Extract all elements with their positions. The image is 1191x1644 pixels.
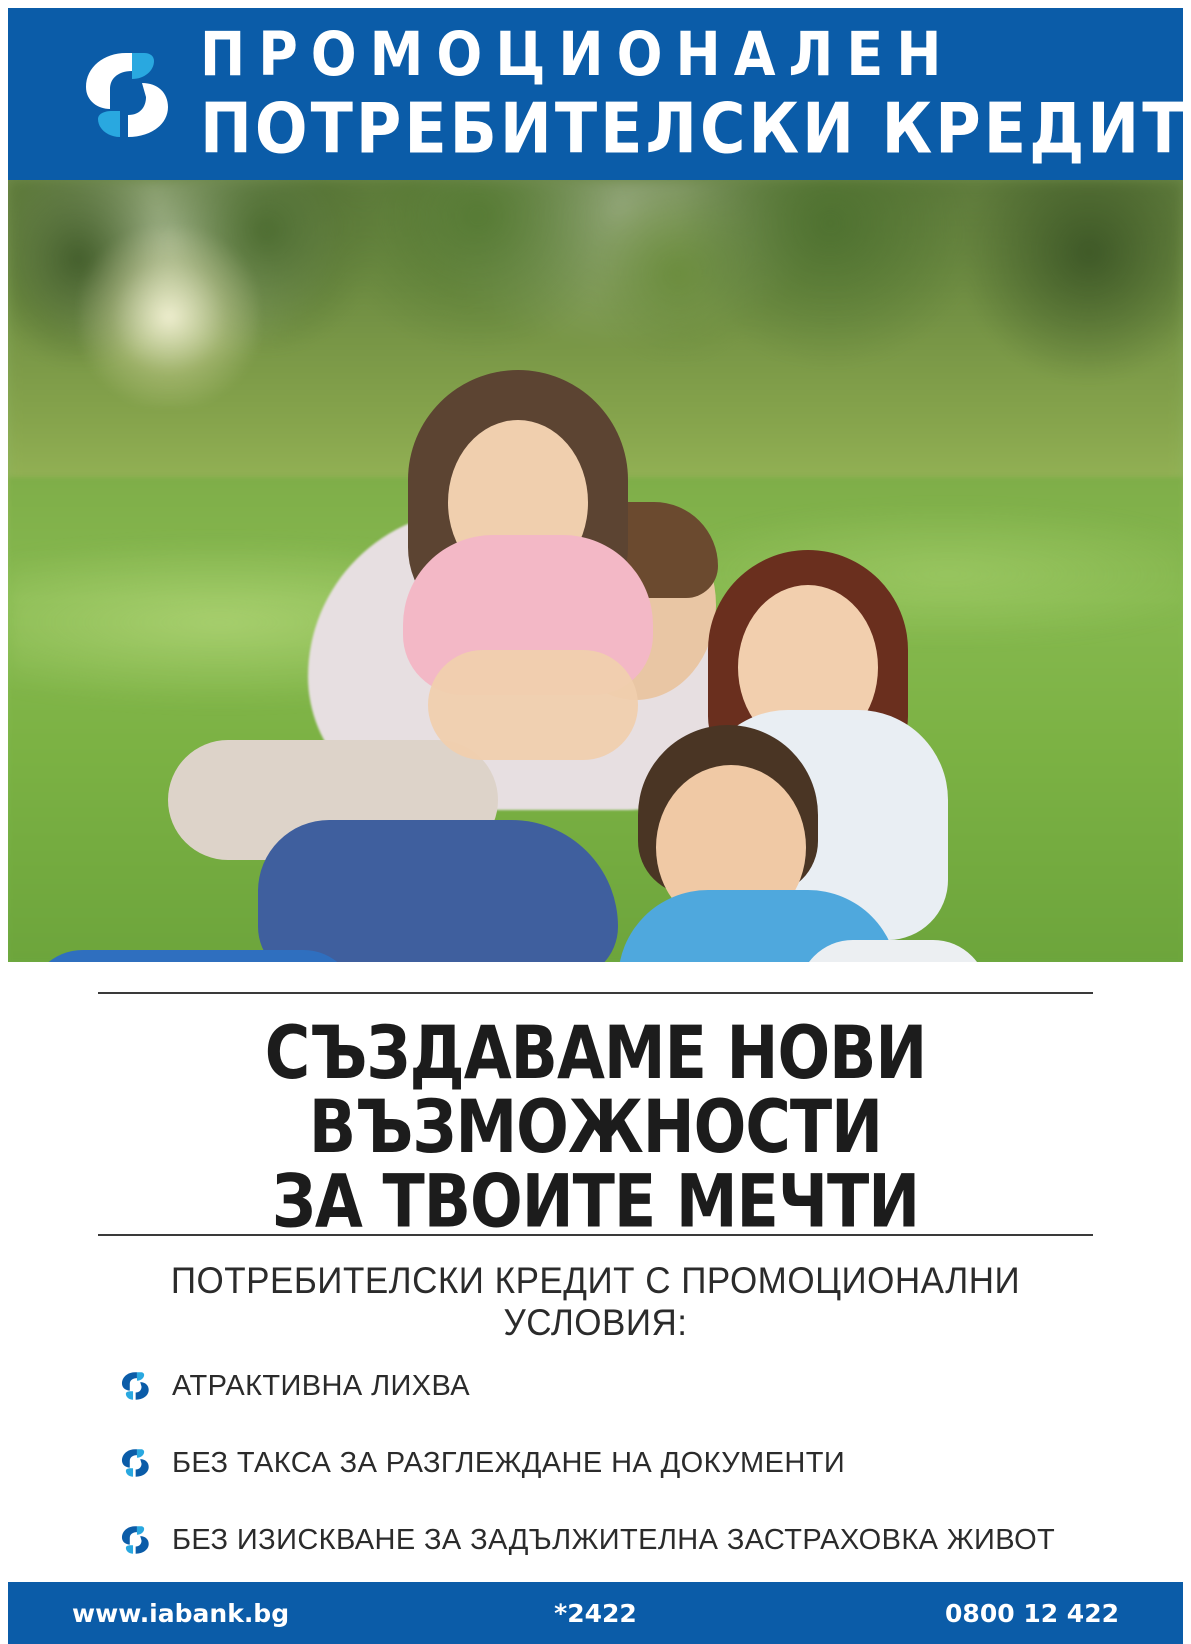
ia-bank-bullet-icon <box>120 1371 150 1401</box>
poster-footer <box>8 1582 1183 1644</box>
list-item <box>120 1370 1093 1403</box>
hero-family-group <box>8 180 1183 962</box>
ia-bank-logo-icon <box>80 49 172 141</box>
header-title-line-1: ПРОМОЦИОНАЛЕН <box>200 19 955 90</box>
benefit-label: АТРАКТИВНА ЛИХВА <box>172 1369 471 1402</box>
page-headline <box>98 994 1093 1256</box>
mother-leg <box>28 950 358 962</box>
footer-phone[interactable]: 0800 12 422 <box>945 1598 1119 1628</box>
father-legs <box>258 820 618 962</box>
list-item <box>120 1447 1093 1480</box>
daughter-arm <box>428 650 638 760</box>
header-titles <box>200 19 1188 170</box>
list-item <box>120 1524 1093 1557</box>
ia-bank-bullet-icon <box>120 1525 150 1555</box>
ia-bank-bullet-icon <box>120 1448 150 1478</box>
footer-website[interactable]: www.iabank.bg <box>72 1598 290 1628</box>
poster-body <box>8 962 1183 1557</box>
header-title-line-2: ПОТРЕБИТЕЛСКИ КРЕДИТ <box>200 87 1188 170</box>
headline-line-1: СЪЗДАВАМЕ НОВИ ВЪЗМОЖНОСТИ <box>264 1009 927 1171</box>
headline-line-2: ЗА ТВОИТЕ МЕЧТИ <box>271 1158 920 1245</box>
hero-photo <box>8 180 1183 962</box>
poster-header <box>8 8 1188 180</box>
subheadline: ПОТРЕБИТЕЛСКИ КРЕДИТ С ПРОМОЦИОНАЛНИ УСЛОВИЯ: <box>170 1260 1021 1344</box>
benefit-label: БЕЗ ИЗИСКВАНЕ ЗА ЗАДЪЛЖИТЕЛНА ЗАСТРАХОВКА ЖИВОТ <box>172 1523 1056 1556</box>
benefit-label: БЕЗ ТАКСА ЗА РАЗГЛЕЖДАНЕ НА ДОКУМЕНТИ <box>172 1446 846 1479</box>
footer-short-number[interactable]: *2422 <box>554 1598 637 1628</box>
benefits-list <box>98 1370 1093 1557</box>
